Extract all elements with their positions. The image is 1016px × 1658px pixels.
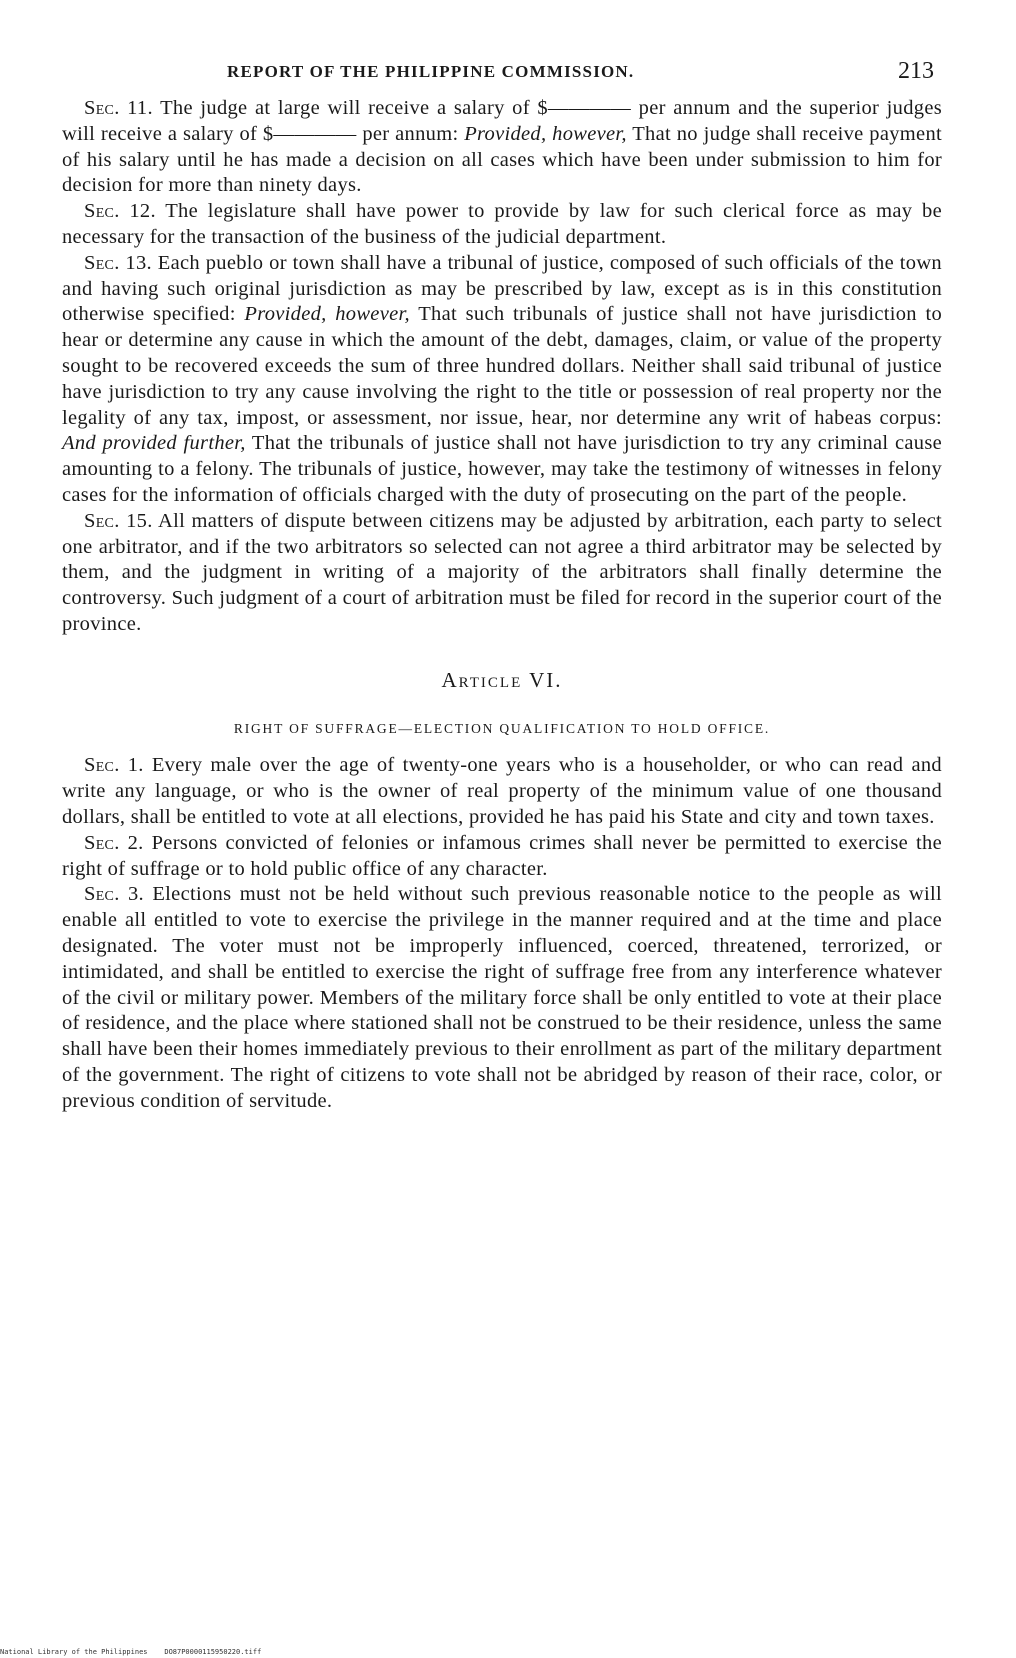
- proviso-italic: And provided further,: [62, 432, 246, 455]
- page-number: 213: [898, 58, 934, 84]
- section-13: [62, 251, 942, 509]
- section-text: All matters of dispute between citizens may be adjusted by arbitration, each party to select one arbitrator, and if the two arbitrators so selected can not agree a third arbitrator may be selected by them, and the judgment in writing of a majority of the arbitrators shall finally determine the controversy. Such judgment of a court of arbitration must be filed for record in the superior court of the province.: [62, 509, 942, 635]
- section-text: Elections must not be held without such previous reasonable notice to the people as will enable all entitled to vote to exercise the privilege in the manner required and at the time and place designated. The voter must not be improperly influenced, coerced, threatened, terrorized, or intimidated, and shall be entitled to exercise the right of suffrage free from any interference whatever of the civil or military power. Members of the military force shall be only entitled to vote at their place of residence, and the place where stationed shall not be construed to be their residence, unless the same shall have been their homes immediately previous to their enrollment as part of the military department of the government. The right of citizens to vote shall not be abridged by reason of their race, color, or previous condition of servitude.: [62, 883, 942, 1112]
- section-label: Sec. 2.: [84, 831, 144, 854]
- section-text: Each pueblo or town shall have a tribunal of justice, composed of such officials of the town and having such original jurisdiction as may be prescribed by law, except as is in this constitution otherwise specified:: [62, 251, 942, 326]
- section-11: [62, 96, 942, 199]
- body-text: [62, 96, 942, 1114]
- document-page: [62, 56, 942, 1114]
- scan-footer: National Library of the Philippines DO87P0000115950220.tiff: [0, 1648, 262, 1656]
- section-label: Sec. 15.: [84, 509, 153, 532]
- section-text: The legislature shall have power to provide by law for such clerical force as may be necessary for the transaction of the business of the judicial department.: [62, 200, 942, 248]
- section-12: [62, 199, 942, 251]
- article-heading: Article VI.: [441, 667, 563, 692]
- section-label: Sec. 1.: [84, 754, 144, 777]
- section-15: [62, 509, 942, 638]
- article6-section-1: [62, 753, 942, 830]
- section-text: The judge at large will receive a salary of $———— per annum and the superior judges will receive a salary of $———— per annum:: [62, 97, 943, 145]
- article6-section-2: [62, 831, 942, 883]
- proviso-italic: Provided, however,: [244, 303, 410, 326]
- section-text: That no judge shall receive payment of his salary until he has made a decision on all cases which have been under submission to him for decision for more than ninety days.: [62, 122, 942, 197]
- article6-section-3: [62, 882, 942, 1114]
- section-label: Sec. 12.: [84, 200, 156, 223]
- section-text: Persons convicted of felonies or infamous crimes shall never be permitted to exercise the right of suffrage or to hold public office of any character.: [62, 831, 942, 880]
- section-text: Every male over the age of twenty-one years who is a householder, or who can read and write any language, or who is the owner of real property of the minimum value of one thousand dollars, shall be entitled to vote at all elections, provided he has paid his State and city and town taxes.: [62, 754, 942, 828]
- running-title: REPORT OF THE PHILIPPINE COMMISSION.: [227, 62, 635, 81]
- proviso-italic: Provided, however,: [464, 122, 627, 145]
- section-label: Sec. 11.: [84, 97, 153, 119]
- section-label: Sec. 13.: [84, 251, 152, 274]
- section-text: That such tribunals of justice shall not have jurisdiction to hear or determine any cause in which the amount of the debt, damages, claim, or value of the property sought to be recovered exceeds the sum of three hundred dollars. Neither shall said tribunal of justice have jurisdiction to try any cause involving the right to the title or possession of real property nor the legality of any tax, impost, or assessment, nor issue, hear, nor determine any writ of habeas corpus:: [62, 303, 942, 429]
- section-label: Sec. 3.: [84, 883, 144, 906]
- running-head: [62, 56, 942, 96]
- article-subheading: RIGHT OF SUFFRAGE—ELECTION QUALIFICATION TO HOLD OFFICE.: [233, 720, 771, 736]
- section-text: That the tribunals of justice shall not have jurisdiction to try any criminal cause amounting to a felony. The tribunals of justice, however, may take the testimony of witnesses in felony cases for the information of officials charged with the duty of prosecuting on the part of the people.: [62, 432, 942, 506]
